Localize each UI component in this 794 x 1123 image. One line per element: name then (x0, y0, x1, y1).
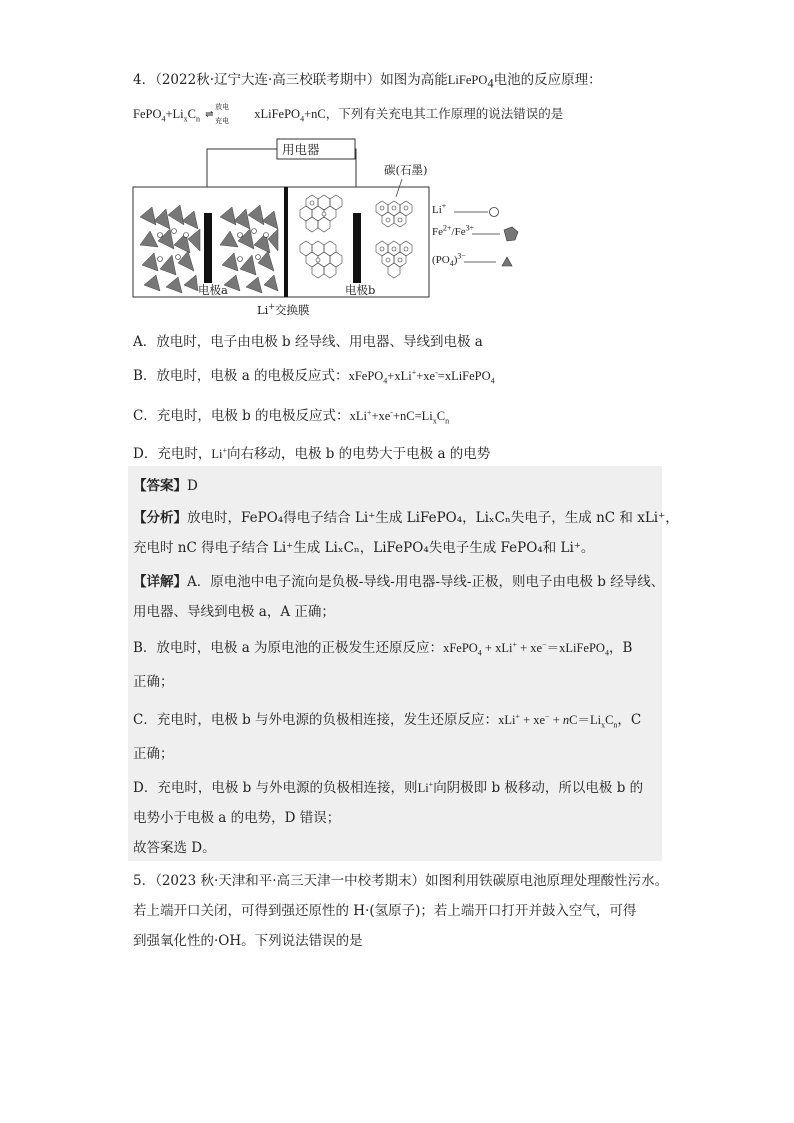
reversible-arrow-icon: 放电 ⇌ 充电 (205, 103, 230, 126)
analysis-line-1: 【分析】放电时，FePO₄得电子结合 Li⁺生成 LiFePO₄，LiₓCₙ失电子，生成 nC 和 xLi⁺， (133, 510, 679, 526)
detail-line-2: 用电器、导线到电极 a，A 正确； (133, 604, 335, 620)
detail-line-6: 正确； (133, 746, 174, 762)
q5-line-3: 到强氧化性的·OH。下列说法错误的是 (133, 933, 363, 949)
electrode-b-label: 电极b (345, 283, 376, 297)
option-d: D．充电时，Li+向右移动，电极 b 的电势大于电极 a 的电势 (133, 445, 491, 462)
q4-equation: $FePO_4+Li_xC_n$ 放电 ⇌ 充电 xLiFePO$_4$+nC，下列有关充电其工作原理的说法错误的是 (133, 103, 564, 126)
detail-line-4: 正确； (133, 674, 174, 690)
battery-diagram (130, 135, 530, 325)
detail-line-5: C．充电时，电极 b 与外电源的负极相连接，发生还原反应：$xLi^+ + xe^- + nC=Li_xC_n$，C (133, 711, 642, 730)
detail-line-7: D．充电时，电极 b 与外电源的负极相连接，则Li+向阴极即 b 极移动，所以电极 b 的 (133, 779, 644, 796)
answer-line: 【答案】D (133, 478, 198, 494)
option-a: A．放电时，电子由电极 b 经导线、用电器、导线到电极 a (133, 334, 483, 350)
detail-line-8: 电势小于电极 a 的电势，D 错误； (133, 810, 341, 826)
legend-po4: $(PO_4)^{3-}$ (432, 251, 466, 269)
load-label: 用电器 (282, 142, 320, 157)
analysis-line-2: 充电时 nC 得电子结合 Li⁺生成 LiₓCₙ，LiFePO₄失电子生成 FePO₄和 Li⁺。 (133, 540, 595, 556)
detail-line-3: B．放电时，电极 a 为原电池的正极发生还原反应：xFePO$_4$ + xLi+ + xe−＝xLiFePO$_4$，B (133, 639, 633, 658)
legend-li: Li+ (432, 201, 447, 216)
membrane-label: Li+交换膜 (257, 302, 310, 317)
q5-line-1: 5．（2023 秋·天津和平·高三天津一中校考期末）如图利用铁碳原电池原理处理酸性污水。 (133, 873, 669, 889)
detail-line-1: 【详解】A．原电池中电子流向是负极-导线-用电器-导线-正极，则电子由电极 b 经导线、 (133, 574, 665, 590)
q4-heading: 4．（2022秋·辽宁大连·高三校联考期中）如图为高能LiFePO$_4$电池的反应原理： (133, 72, 602, 91)
q5-line-2: 若上端开口关闭，可得到强还原性的 H·(氢原子)；若上端开口打开并鼓入空气，可得 (133, 903, 637, 919)
option-c: C．充电时，电极 b 的电极反应式：$xLi^++xe^-+nC=Li_xC_n$ (133, 407, 450, 426)
carbon-label: 碳(石墨) (384, 163, 428, 177)
legend-fe: $Fe^{2+}/Fe^{3+}$ (432, 223, 475, 238)
detail-line-9: 故答案选 D。 (133, 840, 216, 856)
electrode-a-label: 电极a (198, 283, 228, 297)
option-b: B．放电时，电极 a 的电极反应式：xFePO$_4$+xLi++xe-=xLiFePO$_4$ (133, 367, 495, 386)
